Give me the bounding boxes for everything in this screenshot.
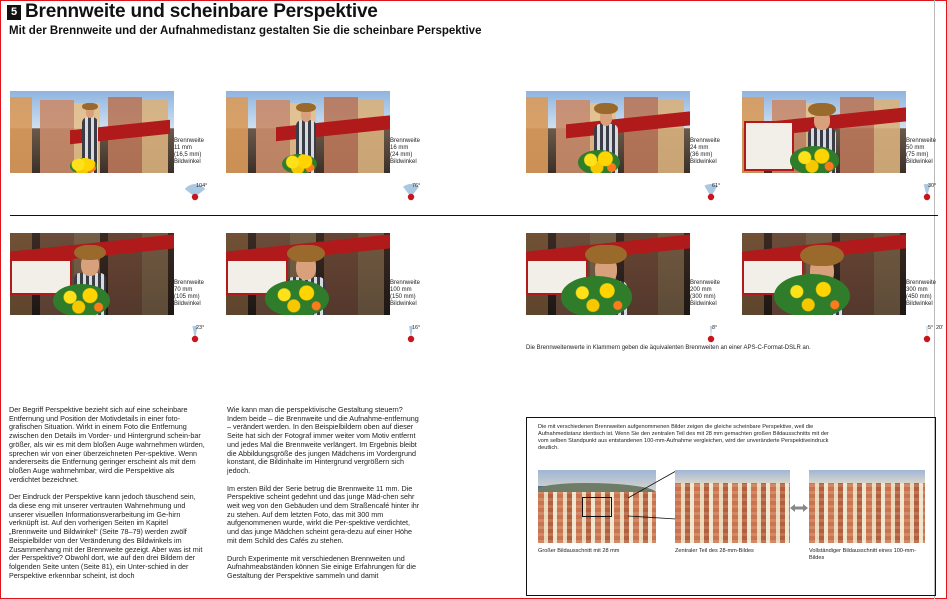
caption-line: Bildwinkel [390, 159, 417, 165]
title-text: Brennweite und scheinbare Perspektive [25, 1, 378, 22]
city-photo-crop [675, 470, 790, 543]
focal-length-caption [906, 138, 946, 166]
caption-line: (150 mm) [390, 294, 416, 300]
camera-dot [708, 194, 714, 200]
info-box [526, 417, 936, 596]
angle-of-view-icon [396, 315, 426, 343]
focal-length-caption [690, 280, 730, 308]
angle-label: 5° [928, 325, 934, 331]
caption-line: Brennweite [174, 138, 205, 144]
caption-line: Brennweite [390, 138, 421, 144]
caption-line: 24 mm [690, 145, 709, 151]
caption-line: Bildwinkel [390, 301, 417, 307]
angle-of-view-icon [180, 315, 210, 343]
crop-frame [582, 497, 612, 517]
paragraph: Der Begriff Perspektive bezieht sich auf eine scheinbare Entfernung und Position der Motivdetails in einer foto-grafischen Situation. Wirkt in einem Foto die Entfernung zwischen den Details im Vorder- und Hintergrund schein-bar größer, als wir es mit dem bloßen Auge wahrnehmen würden, sprechen wir von einer überzeichneten Per-spektive. Wenn andererseits die Entfernung geringer erscheint als mit dem bloßen Auge wahrnehmbar, wird die Perspektive als verdichtet bezeichnet. [9, 405, 205, 484]
focal-length-caption [390, 138, 430, 166]
series-photo [10, 233, 174, 315]
page-subtitle: Mit der Brennweite und der Aufnahmedistanz gestalten Sie die scheinbare Perspektive [9, 25, 482, 37]
angle-of-view-icon [696, 173, 726, 201]
girl-hat [296, 103, 316, 112]
focal-length-caption [174, 280, 214, 308]
series-photo [226, 91, 390, 173]
info-caption: Zentraler Teil des 28-mm-Bildes [675, 548, 754, 554]
city-photo-100mm [809, 470, 925, 543]
camera-dot [708, 336, 714, 342]
angle-label: 8° [712, 325, 718, 331]
info-box-text: Die mit verschiedenen Brennweiten aufgenommenen Bilder zeigen die gleiche scheinbare Perspektive, weil die Aufnahmedistanz identisch ist. Wenn Sie den zentralen Teil des mit 28 mm gemachten großen Bildausschnitts mit der vom selben Standpunkt aus entstandenen 100-mm-Aufnahme vergleichen, wird der unveränderte Perspektiveindruck deutlich. [538, 424, 829, 451]
caption-line: 300 mm [906, 287, 928, 293]
caption-line: (105 mm) [174, 294, 200, 300]
series-photo [226, 233, 390, 315]
girl-hat [287, 245, 324, 262]
body-column-right [227, 406, 423, 590]
caption-line: (36 mm) [690, 152, 713, 158]
angle-label: 16° [412, 325, 421, 331]
girl-hat [82, 103, 98, 110]
caption-line: (24 mm) [390, 152, 413, 158]
girl-hat [800, 245, 844, 266]
flower-bouquet [578, 150, 620, 173]
paragraph: Wie kann man die perspektivische Gestaltung steuern? Indem beide – die Brennweite und die Aufnahme-entfernung – verändert werden. In den Beispielbildern oben auf dieser Seite hat sich der Fotograf immer weiter vom Motiv entfernt und jedes Mal die Brennweite verlängert. Im Ergebnis bleibt die Abbildungsgröße des jungen Mädchens im Vordergrund konstant, die Bildinhalte im Hintergrund vergrößern sich jedoch. [227, 405, 419, 475]
girl-hat [585, 245, 626, 264]
camera-dot [192, 194, 198, 200]
paragraph: Im ersten Bild der Serie betrug die Brennweite 11 mm. Die Perspektive scheint gedehnt und das junge Mäd-chen sehr weit weg von den Gebäuden und dem Straßencafé hinter ihr zu stehen. Auf dem letzten Foto, das mit 300 mm aufgenommenen wurde, wirkt die Per-spektive verdichtet, und das junge Mädchen scheint gera-dezu auf einer Höhe mit dem Schild des Cafés zu stehen. [227, 483, 420, 545]
girl-hat [594, 103, 618, 114]
girl-hat [808, 103, 837, 116]
focal-length-caption [906, 280, 946, 308]
camera-dot [408, 194, 414, 200]
body-column-left [9, 406, 205, 589]
series-photo [526, 233, 690, 315]
angle-label: 76° [412, 183, 421, 189]
caption-line: 200 mm [690, 287, 712, 293]
photo-note: Die Brennweitenwerte in Klammern geben die äquivalenten Brennweiten an einer APS-C-Format-DSLR an. [526, 345, 811, 351]
series-photo [526, 91, 690, 173]
paragraph: Der Eindruck der Perspektive kann jedoch täuschend sein, da diese eng mit unserer vertrauten Wahrnehmung und unserer visuellen Informationsverarbeitung im Ge-hirn verknüpft ist. Auf den vorherigen Seiten im Kapitel „Brennweite und Bildwinkel“ (Seite 78–79) werden zwölf Beispielbilder von der Veränderung des Bildwinkels im Zusammenhang mit der Brennweite gezeigt. Aber was ist mit der Perspektive? Obwohl dort, wie auf den drei Bildern der folgenden Seite unten (Seite 81), ein Unter-schied in der Perspektive erkennbar scheint, ist doch [9, 492, 203, 580]
angle-of-view-icon [396, 173, 426, 201]
divider-rule [10, 215, 938, 216]
camera-dot [192, 336, 198, 342]
flower-bouquet [70, 158, 97, 173]
flower-bouquet [790, 146, 839, 173]
flower-bouquet [282, 154, 317, 173]
caption-line: 11 mm [174, 145, 192, 151]
flower-bouquet [53, 284, 110, 315]
caption-line: Bildwinkel [174, 301, 201, 307]
info-caption: Vollständiger Bildausschnitt eines 100-mm-Bildes [809, 548, 916, 561]
caption-line: Bildwinkel [690, 301, 717, 307]
info-caption: Großer Bildausschnitt mit 28 mm [538, 548, 620, 554]
angle-label: 104° [196, 183, 208, 189]
girl-hat [74, 245, 107, 260]
double-arrow-icon [790, 504, 808, 512]
series-photo [10, 91, 174, 173]
caption-line: Bildwinkel [906, 301, 933, 307]
caption-line: Bildwinkel [906, 159, 933, 165]
caption-line: 100 mm [390, 287, 412, 293]
caption-line: Bildwinkel [690, 159, 717, 165]
caption-line: 50 mm [906, 145, 925, 151]
caption-line: (75 mm) [906, 152, 929, 158]
page-title [7, 1, 378, 23]
angle-label: 30° [928, 183, 937, 189]
chapter-number: 5 [7, 5, 21, 20]
focal-length-caption [690, 138, 730, 166]
caption-line: 70 mm [174, 287, 193, 293]
camera-dot [408, 336, 414, 342]
caption-line: (450 mm) [906, 294, 932, 300]
focal-length-caption [390, 280, 430, 308]
angle-label: 61° [712, 183, 721, 189]
camera-dot [924, 336, 930, 342]
series-photo [742, 233, 906, 315]
series-photo [742, 91, 906, 173]
focal-length-caption [174, 138, 214, 166]
angle-of-view-icon [696, 315, 726, 343]
caption-line: Brennweite [390, 280, 421, 286]
zoom-lines [610, 470, 680, 520]
angle-of-view-icon [912, 173, 942, 201]
paragraph: Durch Experimente mit verschiedenen Brennweiten und Aufnahmeabständen können Sie einige Erfahrungen für die Gestaltung der Perspektive sammeln und damit [227, 553, 417, 580]
caption-line: (300 mm) [690, 294, 716, 300]
caption-line: Brennweite [906, 280, 937, 286]
caption-line: Brennweite [174, 280, 205, 286]
caption-line: Brennweite [906, 138, 937, 144]
angle-label-minutes: 20' [936, 325, 944, 331]
angle-label: 23° [196, 325, 205, 331]
caption-line: (16,5 mm) [174, 152, 202, 158]
caption-line: Bildwinkel [174, 159, 201, 165]
caption-line: Brennweite [690, 138, 721, 144]
caption-line: Brennweite [690, 280, 721, 286]
camera-dot [924, 194, 930, 200]
caption-line: 16 mm [390, 145, 409, 151]
flower-bouquet [774, 274, 851, 315]
flower-bouquet [561, 276, 633, 315]
flower-bouquet [265, 280, 329, 315]
